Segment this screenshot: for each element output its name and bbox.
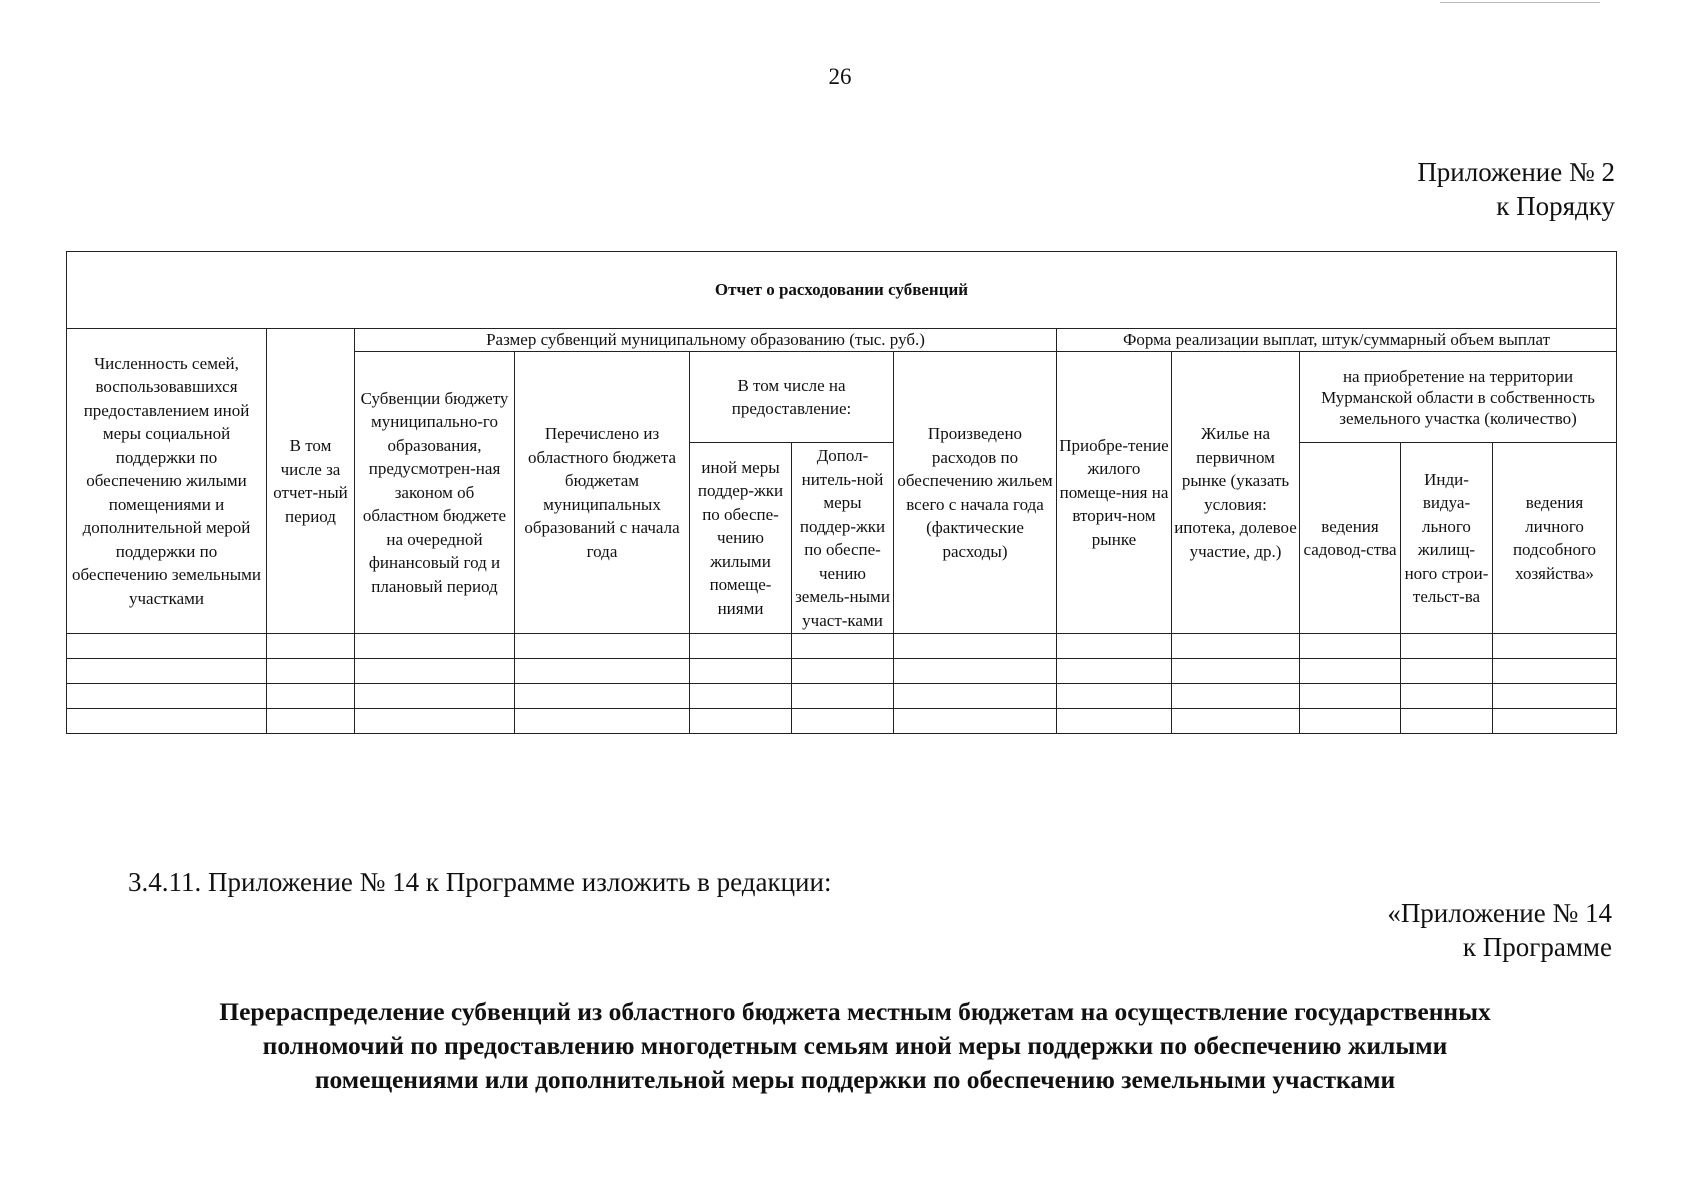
subsidy-report-table xyxy=(66,251,1617,734)
page-number: 26 xyxy=(828,64,852,89)
table-row xyxy=(67,684,1617,709)
table-row xyxy=(67,634,1617,659)
document-title-line2: полномочий по предоставлению многодетным семьям иной меры поддержки по обеспечению жилыми xyxy=(262,1031,1448,1060)
col-primary-market: Жилье на первичном рынке (указать условия: ипотека, долевое участие, др.) xyxy=(1172,352,1300,634)
scan-artifact xyxy=(1440,2,1600,3)
col-reporting-period: В том числе за отчет-ный период xyxy=(267,329,355,634)
col-families: Численность семей, воспользовавшихся предоставлением иной меры социальной поддержки по обеспечению жилыми помещениями и дополнительной мерой поддержки по обеспечению земельными участками xyxy=(67,329,267,634)
table-row xyxy=(67,709,1617,734)
group-land-acquisition: на приобретение на территории Мурманской области в собственность земельного участка (количество) xyxy=(1300,352,1617,443)
col-transferred: Перечислено из областного бюджета бюджетам муниципальных образований с начала года xyxy=(515,352,690,634)
col-other-measure: иной меры поддер-жки по обеспе-чению жилыми помеще-ниями xyxy=(690,443,792,634)
report-title: Отчет о расходовании субвенций xyxy=(67,252,1617,329)
appendix-2-reference xyxy=(1417,155,1615,223)
appendix-2-line1: Приложение № 2 xyxy=(1417,157,1615,187)
group-subsidy-size: Размер субвенций муниципальному образованию (тыс. руб.) xyxy=(355,329,1057,352)
section-3-4-11: 3.4.11. Приложение № 14 к Программе изложить в редакции: xyxy=(128,867,832,897)
col-individual-housing: Инди-видуа-льного жилищ-ного строи-тельст-ва xyxy=(1401,443,1493,634)
document-title-line3: помещениями или дополнительной меры поддержки по обеспечению земельными участками xyxy=(314,1065,1396,1094)
col-additional-measure: Допол-нитель-ной меры поддер-жки по обеспе-чению земель-ными участ-ками xyxy=(792,443,894,634)
col-subsidy-by-law: Субвенции бюджету муниципально-го образования, предусмотрен-ная законом об областном бюджете на очередной финансовый год и плановый период xyxy=(355,352,515,634)
col-expenses: Произведено расходов по обеспечению жильем всего с начала года (фактические расходы) xyxy=(894,352,1057,634)
col-gardening: ведения садовод-ства xyxy=(1300,443,1401,634)
document-title xyxy=(110,995,1600,1097)
appendix-2-line2: к Порядку xyxy=(1496,191,1615,221)
appendix-14-line1: «Приложение № 14 xyxy=(1387,898,1612,928)
table-row xyxy=(67,659,1617,684)
group-including: В том числе на предоставление: xyxy=(690,352,894,443)
document-title-line1: Перераспределение субвенций из областного бюджета местным бюджетам на осуществление государственных xyxy=(219,997,1491,1026)
group-payment-form: Форма реализации выплат, штук/суммарный объем выплат xyxy=(1057,329,1617,352)
col-secondary-market: Приобре-тение жилого помеще-ния на вторич-ном рынке xyxy=(1057,352,1172,634)
col-subsidiary-farming: ведения личного подсобного хозяйства» xyxy=(1493,443,1617,634)
appendix-14-reference xyxy=(1387,896,1612,964)
appendix-14-line2: к Программе xyxy=(1462,932,1612,962)
